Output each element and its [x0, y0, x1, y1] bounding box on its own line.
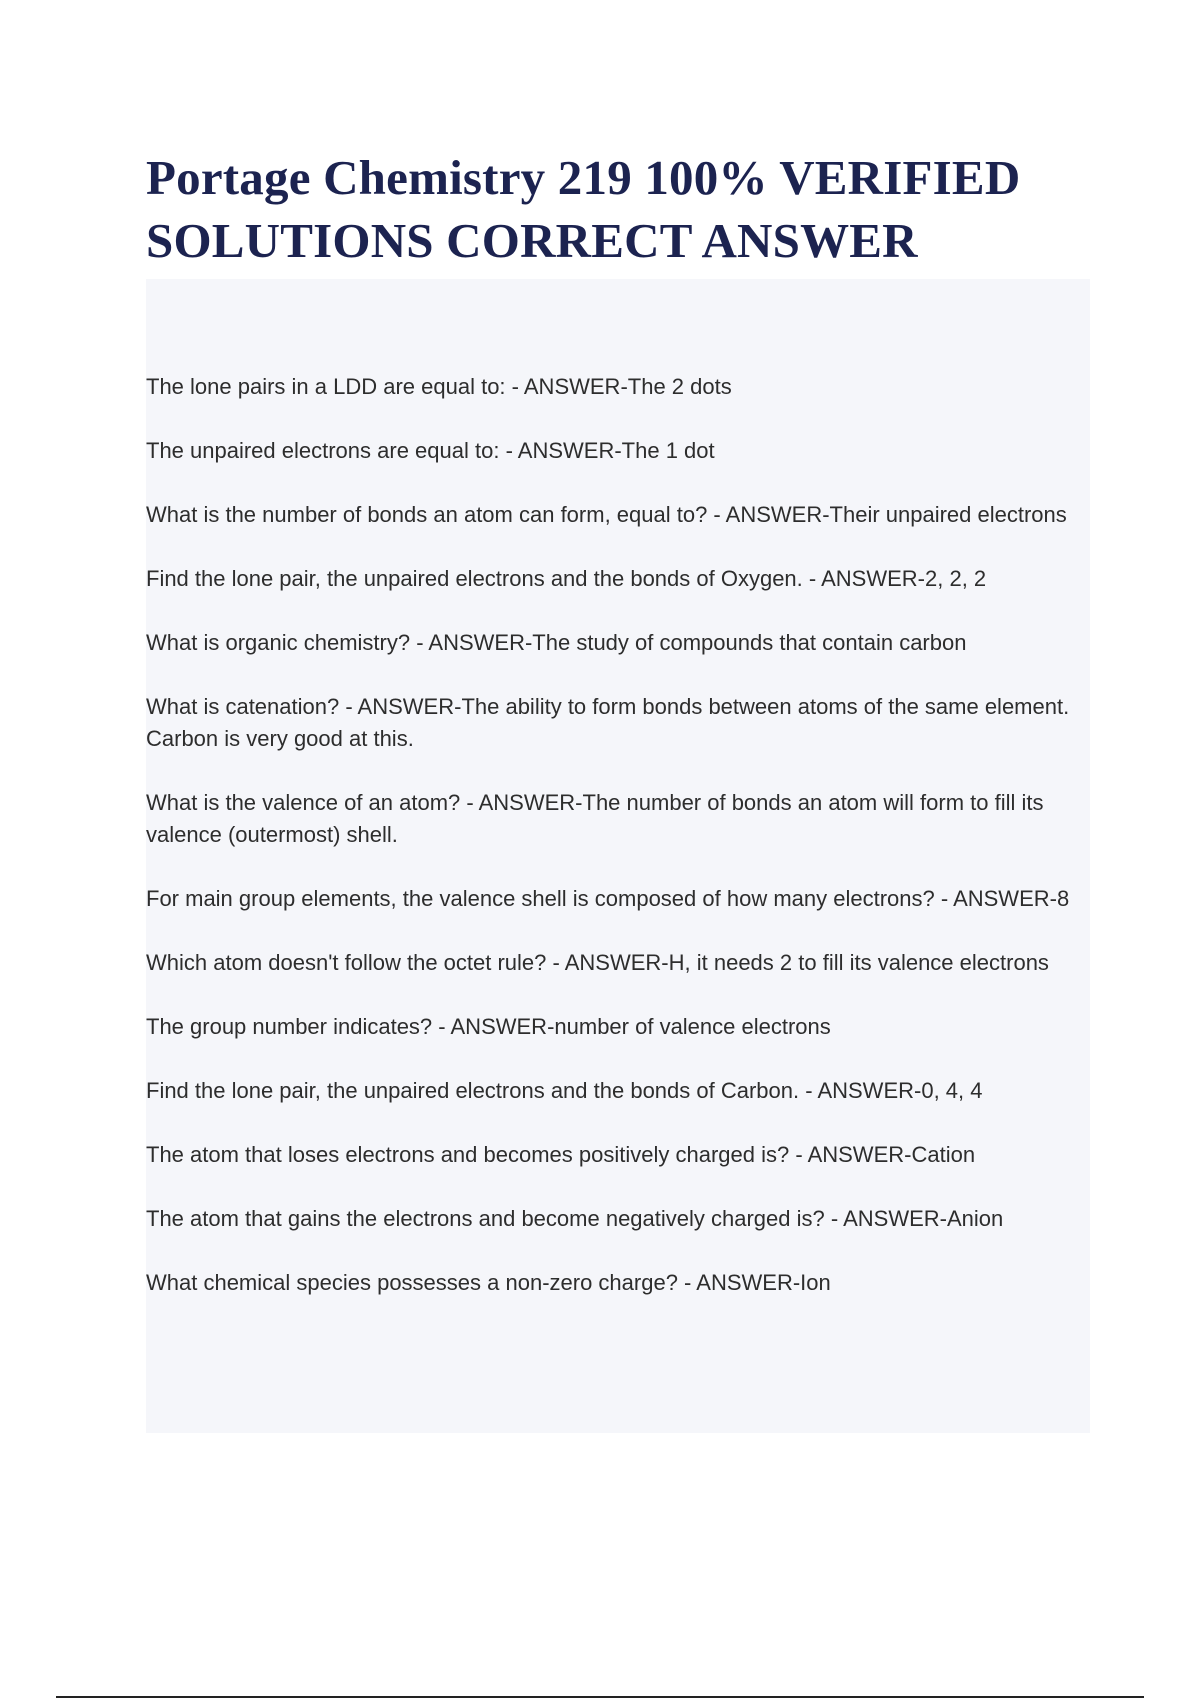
qa-panel [146, 279, 1090, 1433]
qa-item: What is organic chemistry? - ANSWER-The study of compounds that contain carbon [146, 630, 967, 655]
qa-item: What chemical species possesses a non-zero charge? - ANSWER-Ion [146, 1270, 831, 1295]
qa-item: What is catenation? - ANSWER-The ability to form bonds between atoms of the same element. Carbon is very good at this. [146, 694, 1070, 751]
qa-item: What is the number of bonds an atom can form, equal to? - ANSWER-Their unpaired electrons [146, 502, 1067, 527]
qa-item: What is the valence of an atom? - ANSWER-The number of bonds an atom will form to fill its valence (outermost) shell. [146, 790, 1044, 847]
qa-item: The atom that gains the electrons and become negatively charged is? - ANSWER-Anion [146, 1206, 1004, 1231]
qa-item: Which atom doesn't follow the octet rule? - ANSWER-H, it needs 2 to fill its valence electrons [146, 950, 1049, 975]
qa-item: For main group elements, the valence shell is composed of how many electrons? - ANSWER-8 [146, 886, 1070, 911]
qa-item: Find the lone pair, the unpaired electrons and the bonds of Oxygen. - ANSWER-2, 2, 2 [146, 566, 987, 591]
qa-item: The lone pairs in a LDD are equal to: - ANSWER-The 2 dots [146, 374, 732, 399]
page-title: Portage Chemistry 219 100% VERIFIED SOLUTIONS CORRECT ANSWER [146, 150, 1021, 268]
qa-item: The atom that loses electrons and becomes positively charged is? - ANSWER-Cation [146, 1142, 976, 1167]
qa-item: The group number indicates? - ANSWER-number of valence electrons [146, 1014, 831, 1039]
qa-list [146, 371, 1086, 1331]
qa-item: The unpaired electrons are equal to: - ANSWER-The 1 dot [146, 438, 715, 463]
qa-item: Find the lone pair, the unpaired electrons and the bonds of Carbon. - ANSWER-0, 4, 4 [146, 1078, 983, 1103]
footer-divider [56, 1696, 1144, 1698]
